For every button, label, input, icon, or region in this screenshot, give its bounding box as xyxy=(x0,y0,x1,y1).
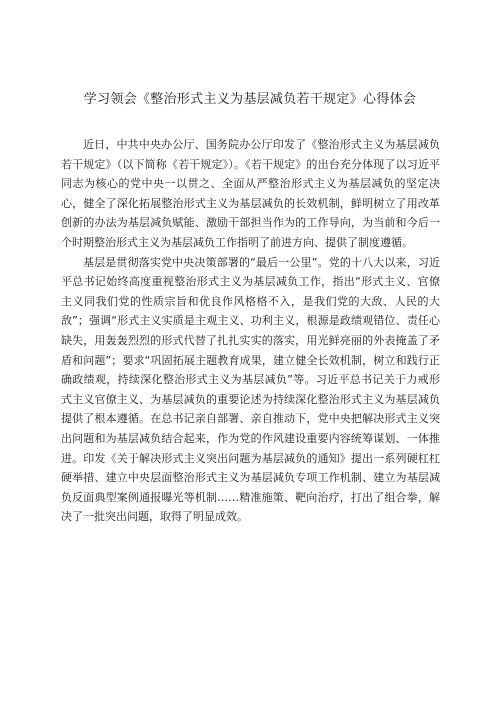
paragraph-1: 近日，中共中央办公厅、国务院办公厅印发了《整治形式主义为基层减负若干规定》（以下简称《若干规定》）。《若干规定》的出台充分体现了以习近平同志为核心的党中央一以贯之、全面从严整治形式主义为基层减负的坚定决心，健全了深化拓展整治形式主义为基层减负的长效机制，鲜明树立了用改革创新的办法为基层减负赋能、激励干部担当作为的工作导向，为当前和今后一个时期整治形式主义为基层减负工作指明了前进方向、提供了制度遵循。 xyxy=(61,138,440,249)
paragraph-2: 基层是贯彻落实党中央决策部署的“最后一公里”。党的十八大以来，习近平总书记始终高度重视整治形式主义为基层减负工作，指出“形式主义、官僚主义同我们党的性质宗旨和优良作风格格不入，是我们党的大敌、人民的大敌”；强调“形式主义实质是主观主义、功利主义，根源是政绩观错位、责任心缺失，用轰轰烈烈的形式代替了扎扎实实的落实，用光鲜亮丽的外表掩盖了矛盾和问题”；要求“巩固拓展主题教育成果，建立健全长效机制，树立和践行正确政绩观，持续深化整治形式主义为基层减负”等。习近平总书记关于力戒形式主义官僚主义、为基层减负的重要论述为持续深化整治形式主义为基层减负提供了根本遵循。在总书记亲自部署、亲自推动下，党中央把解决形式主义突出问题和为基层减负结合起来，作为党的作风建设重要内容统筹谋划、一体推进。印发《关于解决形式主义突出问题为基层减负的通知》提出一系列硬杠杠硬举措、建立中央层面整治形式主义为基层减负专项工作机制、建立为基层减负反面典型案例通报曝光等机制……精准施策、靶向治疗，打出了组合拳，解决了一批突出问题，取得了明显成效。 xyxy=(61,255,440,524)
document-title: 学习领会《整治形式主义为基层减负若干规定》心得体会 xyxy=(83,92,417,107)
document-body xyxy=(61,135,440,527)
